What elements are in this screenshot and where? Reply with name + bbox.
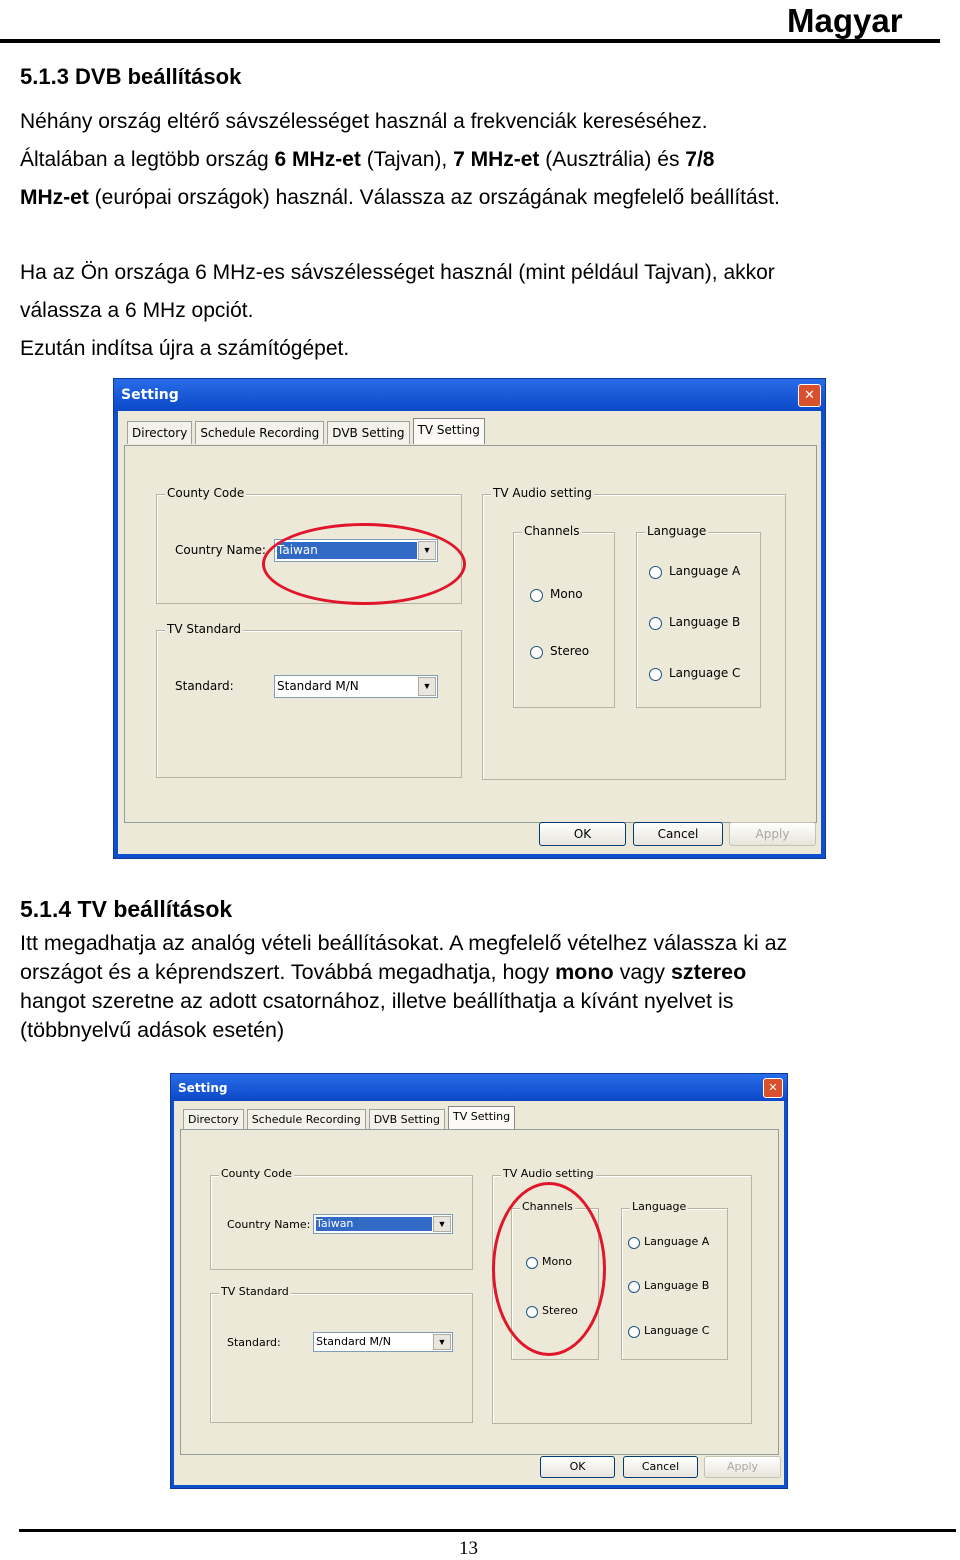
tab-schedule-recording[interactable]: Schedule Recording (195, 421, 324, 444)
stereo-label: Stereo (542, 1304, 578, 1317)
tab-schedule-recording[interactable]: Schedule Recording (247, 1109, 366, 1129)
tab-directory[interactable]: Directory (127, 421, 192, 444)
tv-standard-group (210, 1285, 473, 1423)
dialog-title: Setting (121, 387, 179, 403)
mono-radio[interactable] (530, 589, 543, 602)
language-b-radio[interactable] (649, 617, 662, 630)
footer-rule (19, 1529, 956, 1532)
standard-value: Standard M/N (277, 679, 359, 693)
standard-select[interactable] (274, 675, 438, 698)
group-label: County Code (221, 1167, 292, 1180)
group-label: Channels (522, 1200, 573, 1213)
chevron-down-icon[interactable]: ▼ (418, 541, 436, 560)
paragraph-line: országot és a képrendszert. Továbbá megadhatja, hogy mono vagy sztereo (20, 960, 747, 984)
chevron-down-icon[interactable]: ▼ (433, 1334, 451, 1350)
title-bar (171, 1074, 787, 1101)
setting-dialog-2 (170, 1073, 788, 1489)
language-group (636, 524, 761, 708)
standard-label: Standard: (175, 679, 234, 693)
language-a-radio[interactable] (628, 1237, 640, 1249)
group-label: Channels (524, 524, 580, 538)
tv-audio-group (482, 486, 786, 780)
language-c-radio[interactable] (649, 668, 662, 681)
chevron-down-icon[interactable]: ▼ (433, 1216, 451, 1232)
cancel-button[interactable]: Cancel (633, 822, 723, 846)
section-heading-tv: 5.1.4 TV beállítások (20, 896, 233, 922)
language-label: Magyar (787, 2, 903, 39)
chevron-down-icon[interactable]: ▼ (418, 677, 436, 696)
country-name-label: Country Name: (227, 1218, 311, 1231)
stereo-radio[interactable] (530, 646, 543, 659)
group-label: TV Audio setting (503, 1167, 594, 1180)
mono-label: Mono (542, 1255, 572, 1268)
country-value: Taiwan (316, 1217, 432, 1231)
paragraph-line: Itt megadhatja az analóg vételi beállításokat. A megfelelő vételhez válassza ki az (20, 931, 788, 955)
standard-label: Standard: (227, 1336, 281, 1349)
paragraph-line: Ha az Ön országa 6 MHz-es sávszélességet használ (mint például Tajvan), akkor (20, 261, 775, 284)
ok-button[interactable]: OK (540, 1456, 615, 1478)
group-label: County Code (167, 486, 245, 500)
tab-bar (183, 1109, 518, 1129)
paragraph-line: MHz-et (európai országok) használ. Válassza az országának megfelelő beállítást. (20, 186, 780, 209)
country-name-select[interactable] (313, 1214, 453, 1234)
language-c-label: Language C (644, 1324, 710, 1337)
highlight-oval-channels (492, 1182, 606, 1356)
language-a-label: Language A (644, 1235, 710, 1248)
group-label: Language (632, 1200, 687, 1213)
language-group (621, 1200, 728, 1360)
tab-dvb-setting[interactable]: DVB Setting (369, 1109, 445, 1129)
tab-directory[interactable]: Directory (183, 1109, 244, 1129)
language-a-radio[interactable] (649, 566, 662, 579)
country-name-label: Country Name: (175, 543, 266, 557)
dialog-client (118, 411, 821, 854)
paragraph-line: hangot szeretne az adott csatornához, illetve beállíthatja a kívánt nyelvet is (20, 989, 734, 1013)
standard-select[interactable] (313, 1332, 453, 1352)
paragraph-line: válassza a 6 MHz opciót. (20, 299, 254, 322)
close-icon[interactable]: ✕ (763, 1078, 783, 1098)
language-b-label: Language B (644, 1279, 710, 1292)
paragraph-line: (többnyelvű adások esetén) (20, 1018, 285, 1042)
channels-group (513, 524, 615, 708)
cancel-button[interactable]: Cancel (623, 1456, 698, 1478)
mono-label: Mono (550, 587, 583, 601)
language-b-radio[interactable] (628, 1281, 640, 1293)
paragraph-line: Általában a legtöbb ország 6 MHz-et (Tajvan), 7 MHz-et (Ausztrália) és 7/8 (20, 148, 715, 171)
apply-button[interactable]: Apply (704, 1456, 781, 1478)
setting-dialog-1 (113, 378, 826, 859)
tab-panel (124, 445, 817, 823)
group-label: TV Standard (221, 1285, 289, 1298)
tab-tv-setting[interactable]: TV Setting (413, 418, 485, 444)
tab-bar (127, 421, 488, 444)
group-label: TV Audio setting (493, 486, 592, 500)
close-icon[interactable]: ✕ (798, 384, 821, 407)
paragraph-line: Ezután indítsa újra a számítógépet. (20, 337, 350, 360)
county-code-group (210, 1167, 473, 1270)
stereo-label: Stereo (550, 644, 590, 658)
section-heading-dvb: 5.1.3 DVB beállítások (20, 64, 242, 89)
highlight-oval-country (262, 523, 466, 605)
tab-tv-setting[interactable]: TV Setting (448, 1106, 515, 1129)
language-b-label: Language B (669, 615, 741, 629)
language-a-label: Language A (669, 564, 741, 578)
language-c-label: Language C (669, 666, 741, 680)
standard-value: Standard M/N (316, 1335, 391, 1348)
group-label: Language (647, 524, 707, 538)
dialog-client (174, 1101, 784, 1485)
country-value: Taiwan (277, 542, 417, 559)
paragraph-line: Néhány ország eltérő sávszélességet használ a frekvenciák kereséséhez. (20, 110, 708, 133)
apply-button[interactable]: Apply (729, 822, 816, 846)
title-bar (114, 379, 825, 411)
dialog-title: Setting (178, 1081, 228, 1095)
header-rule (0, 39, 940, 43)
tv-standard-group (156, 622, 462, 778)
page-number: 13 (459, 1538, 478, 1559)
language-c-radio[interactable] (628, 1326, 640, 1338)
tab-panel (180, 1129, 779, 1455)
tab-dvb-setting[interactable]: DVB Setting (327, 421, 409, 444)
ok-button[interactable]: OK (539, 822, 626, 846)
group-label: TV Standard (167, 622, 241, 636)
